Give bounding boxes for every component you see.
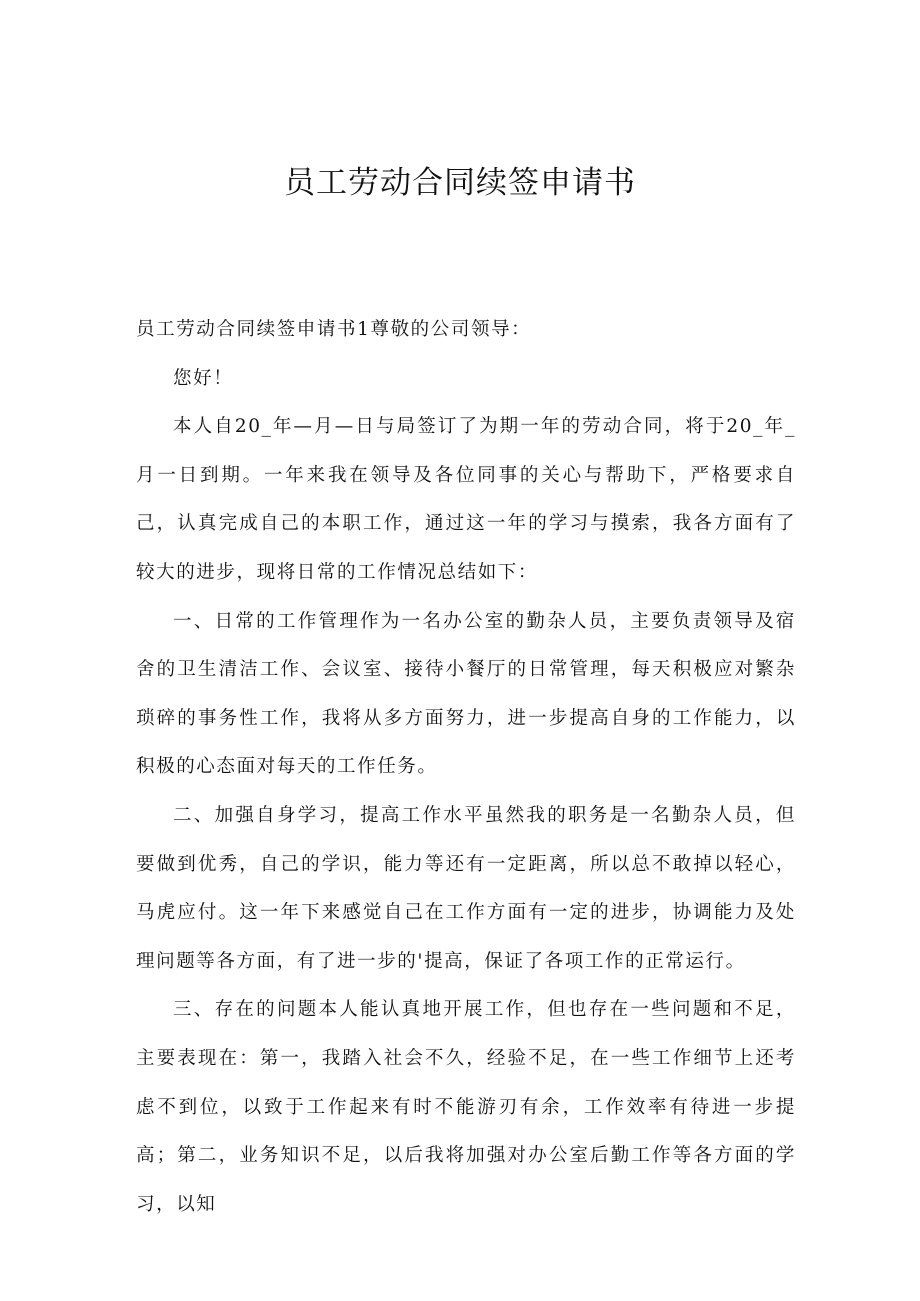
- paragraph-section-three: 三、存在的问题本人能认真地开展工作，但也存在一些问题和不足，主要表现在：第一，我踏入社会不久，经验不足，在一些工作细节上还考虑不到位，以致于工作起来有时不能游刃有余，工作效率有待进一步提高；第二，业务知识不足，以后我将加强对办公室后勤工作等各方面的学习，以知: [136, 999, 796, 1215]
- document-title: 员工劳动合同续签申请书: [284, 165, 636, 201]
- paragraph-intro: 本人自20_年—月—日与局签订了为期一年的劳动合同，将于20_年_月一日到期。一年来我在领导及各位同事的关心与帮助下，严格要求自己，认真完成自己的本职工作，通过这一年的学习与摸索，我各方面有了较大的进步，现将日常的工作情况总结如下：: [136, 416, 796, 583]
- paragraph-section-two: 二、加强自身学习，提高工作水平虽然我的职务是一名勤杂人员，但要做到优秀，自己的学识，能力等还有一定距离，所以总不敢掉以轻心，马虎应付。这一年下来感觉自己在工作方面有一定的进步，协调能力及处理问题等各方面，有了进一步的'提高，保证了各项工作的正常运行。: [136, 804, 796, 972]
- document-body: [136, 306, 796, 1229]
- salutation-line: 员工劳动合同续签申请书1尊敬的公司领导：: [136, 319, 532, 340]
- paragraph-section-one: 一、日常的工作管理作为一名办公室的勤杂人员，主要负责领导及宿舍的卫生清洁工作、会议室、接待小餐厅的日常管理，每天积极应对繁杂琐碎的事务性工作，我将从多方面努力，进一步提高自身的工作能力，以积极的心态面对每天的工作任务。: [136, 610, 796, 778]
- greeting-line: 您好！: [173, 367, 234, 389]
